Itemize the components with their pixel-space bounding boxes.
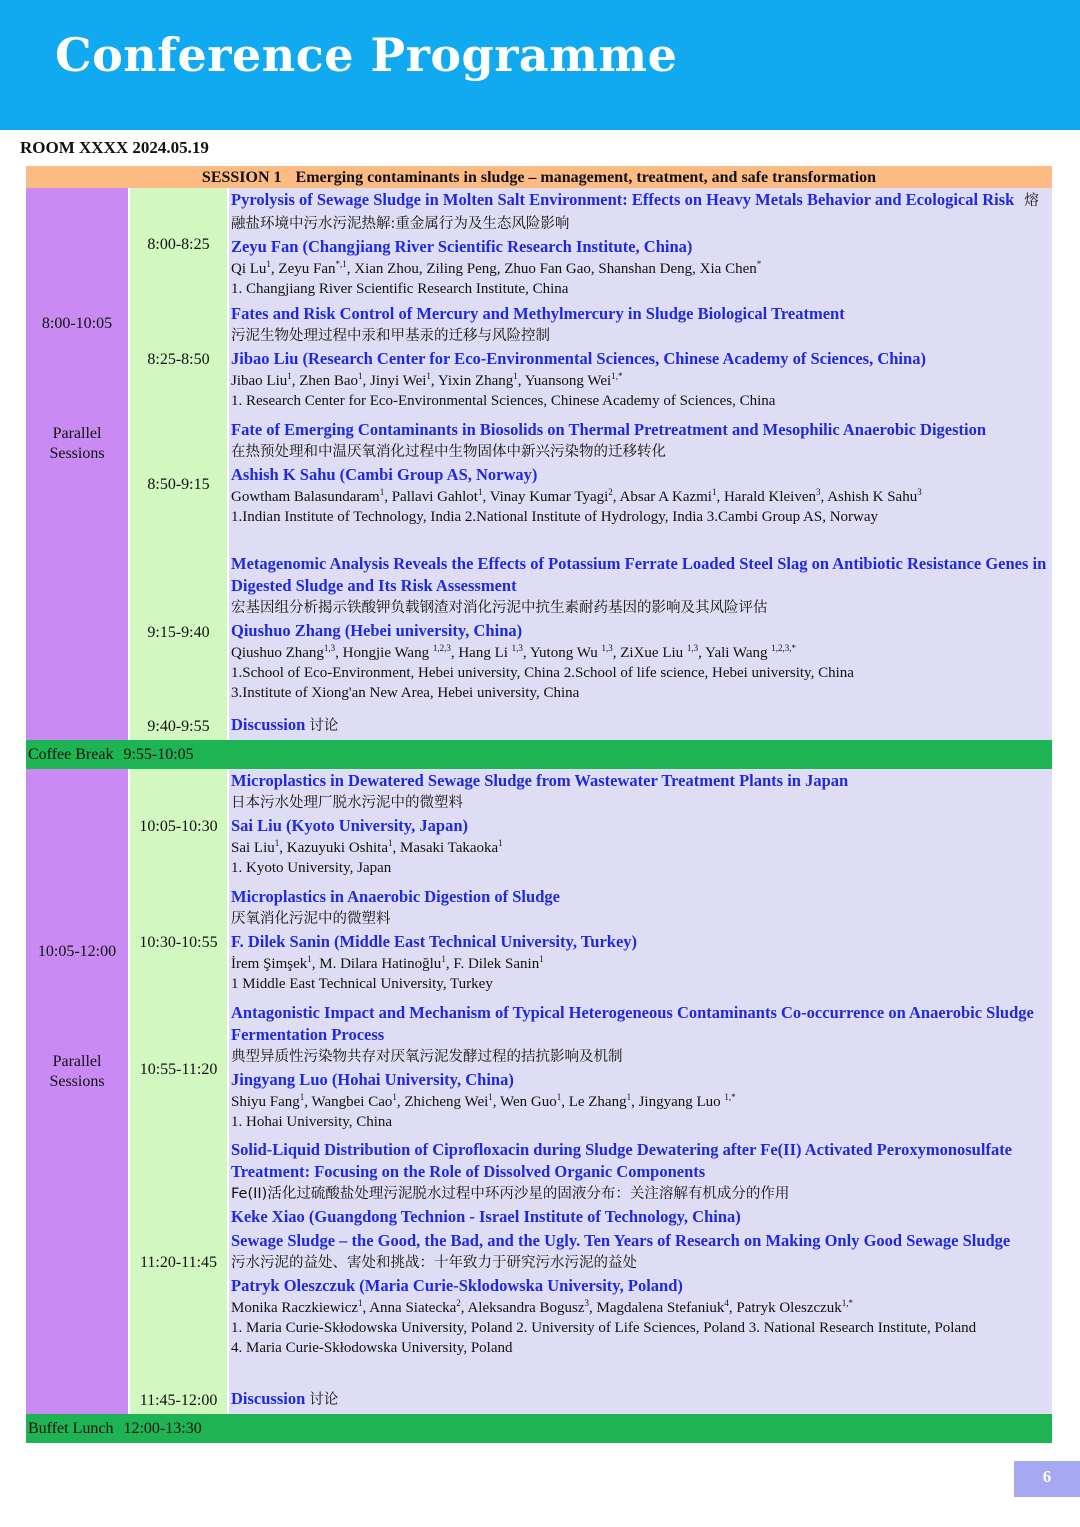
- block-spacer: [26, 962, 128, 1052]
- talk-time: 10:30-10:55: [139, 934, 218, 951]
- talk-time-cell: [129, 1001, 228, 1138]
- block-label: Parallel: [52, 425, 102, 442]
- talk-title-cn: 宏基因组分析揭示铁酸钾负载钢渣对消化污泥中抗生素耐药基因的影响及其风险评估: [231, 600, 768, 616]
- coffee-break: [26, 740, 1052, 769]
- talk-title: [231, 770, 1050, 792]
- talk: [231, 552, 1050, 703]
- page-title: Conference Programme: [55, 28, 678, 82]
- talk: [231, 1229, 1050, 1358]
- talk-time-cell: [129, 1388, 228, 1414]
- talk-time: 10:55-11:20: [139, 1060, 218, 1078]
- author-affiliation-mark: 1: [274, 838, 280, 848]
- author-name: Le Zhang: [568, 1094, 627, 1110]
- author-affiliation-mark: 1,*: [611, 371, 623, 381]
- author-name: Ashish K Sahu: [827, 489, 918, 505]
- talk-title-cn: 污水污泥的益处、害处和挑战：十年致力于研究污水污泥的益处: [231, 1255, 637, 1271]
- talk-time: 10:05-10:30: [139, 818, 218, 835]
- talk-title-text: Microplastics in Dewatered Sewage Sludge from Wastewater Treatment Plants in Japan: [231, 771, 849, 790]
- talk-row: [26, 769, 1052, 885]
- talk-authors: Gowtham Balasundaram$^1$, Pallavi Gahlot$^1$, Vinay Kumar Tyagi$^2$, Absar A Kazmi$^1$, Harald Kleiven$^3$, Ashish K Sahu$^3$: [231, 487, 922, 505]
- author-name: Zhuo Fan Gao: [504, 261, 591, 277]
- talk: [231, 1388, 1050, 1411]
- talk: [231, 885, 1050, 994]
- talk-content-cell: [228, 714, 1052, 740]
- talk-title-cn: 在热预处理和中温厌氧消化过程中生物固体中新兴污染物的迁移转化: [231, 444, 666, 460]
- author-name: Pallavi Gahlot: [391, 489, 478, 505]
- talk-content-cell: [228, 1388, 1052, 1414]
- page-number-badge: 6: [1014, 1461, 1080, 1497]
- time-block-morning: [26, 188, 1052, 740]
- talk-time-cell: [129, 714, 228, 740]
- author-affiliation-mark: 1: [539, 954, 544, 964]
- talk-title: [231, 1002, 1050, 1046]
- author-name: Kazuyuki Oshita: [286, 840, 388, 856]
- header-banner: [0, 0, 1080, 130]
- block-time-range: 10:05-12:00: [37, 942, 117, 960]
- talk-row: [26, 418, 1052, 552]
- talk-title-text: Sewage Sludge – the Good, the Bad, and the Ugly. Ten Years of Research on Making Only Good Sewage Sludge: [231, 1231, 1011, 1250]
- author-name: Qi Lu: [231, 261, 267, 277]
- talk-content-cell: [228, 1138, 1052, 1388]
- talk-title: [231, 189, 1050, 235]
- author-affiliation-mark: 1: [379, 487, 385, 497]
- talk-authors: Qi Lu$^1$, Zeyu Fan$^{*,1}$, Xian Zhou, Ziling Peng, Zhuo Fan Gao, Shanshan Deng, Xia Chen*: [231, 259, 762, 277]
- author-affiliation-mark: 1,3: [601, 643, 613, 653]
- talk-speaker: Qiushuo Zhang (Hebei university, China): [231, 621, 523, 640]
- talk-affiliation: 1.Indian Institute of Technology, India 2.National Institute of Hydrology, India 3.Cambi Group AS, Norway: [231, 509, 879, 525]
- talk-title: [231, 1139, 1050, 1183]
- talk-row: [26, 885, 1052, 1001]
- talk-title-text: Pyrolysis of Sewage Sludge in Molten Salt Environment: Effects on Heavy Metals Behavior and Ecological Risk: [231, 190, 1015, 209]
- author-affiliation-mark: 1: [626, 1092, 632, 1102]
- talk-authors: Shiyu Fang$^1$, Wangbei Cao$^1$, Zhicheng Wei$^1$, Wen Guo$^1$, Le Zhang$^1$, Jingyang Luo $^{1,*}$: [231, 1092, 736, 1110]
- author-name: Shiyu Fang: [231, 1094, 300, 1110]
- talk-authors: Qiushuo Zhang$^{1,3}$, Hongjie Wang $^{1,2,3}$, Hang Li $^{1,3}$, Yutong Wu $^{1,3}$, ZiXue Liu $^{1,3}$, Yali Wang $^{1,2,3,*}$: [231, 643, 797, 661]
- talk-time-cell: [129, 302, 228, 418]
- talk-title-text: Fates and Risk Control of Mercury and Methylmercury in Sludge Biological Treatment: [231, 304, 845, 323]
- talk-authors: Sai Liu$^1$, Kazuyuki Oshita$^1$, Masaki Takaoka$^1$: [231, 838, 503, 856]
- block-label-cell: [26, 188, 129, 740]
- author-name: Qiushuo Zhang: [231, 645, 324, 661]
- discussion-label-cn: 讨论: [309, 1392, 339, 1408]
- author-affiliation-mark: 1,3: [686, 643, 699, 653]
- author-affiliation-mark: 1: [711, 487, 717, 497]
- author-name: ZiXue Liu: [620, 645, 687, 661]
- talk-title: [231, 303, 1050, 325]
- author-affiliation-mark: 1: [513, 371, 518, 381]
- talk-title-text: Antagonistic Impact and Mechanism of Typical Heterogeneous Contaminants Co-occurrence on Anaerobic Sludge Fermentation Process: [231, 1003, 1034, 1044]
- talk-speaker: F. Dilek Sanin (Middle East Technical University, Turkey): [231, 932, 638, 951]
- talk-speaker: Jingyang Luo (Hohai University, China): [231, 1070, 514, 1089]
- author-name: Gowtham Balasundaram: [231, 489, 380, 505]
- talk-time: 8:50-9:15: [147, 476, 210, 493]
- talk-affiliation: 1. Changjiang River Scientific Research Institute, China: [231, 281, 569, 297]
- talk-affiliation: 1. Hohai University, China: [231, 1114, 393, 1130]
- block-time-range: 8:00-10:05: [41, 315, 113, 332]
- talk-title-text: Microplastics in Anaerobic Digestion of Sludge: [231, 887, 560, 906]
- author-name: Zhen Bao: [299, 373, 358, 389]
- discussion-item: [231, 1389, 1050, 1411]
- talk-title-cn: 熔融盐环境中污水污泥热解:重金属行为及生态风险影响: [231, 193, 1039, 232]
- talk-row: [26, 188, 1052, 302]
- author-affiliation-mark: *,1: [335, 259, 347, 269]
- block-label: Parallel: [52, 1052, 102, 1070]
- author-affiliation-mark: 1: [498, 838, 503, 848]
- author-name: Absar A Kazmi: [619, 489, 712, 505]
- author-name: Zeyu Fan: [278, 261, 336, 277]
- talk-title: [231, 553, 1050, 597]
- session-number: SESSION 1: [201, 168, 282, 186]
- talk-row: [26, 552, 1052, 714]
- talk-time: 9:40-9:55: [147, 718, 210, 735]
- author-affiliation-mark: 2: [456, 1298, 461, 1308]
- talk-title-cn: Fe(II)活化过硫酸盐处理污泥脱水过程中环丙沙星的固液分布：关注溶解有机成分的作用: [231, 1186, 790, 1202]
- talk-row: [26, 1138, 1052, 1388]
- talk-affiliation: 1. Kyoto University, Japan: [231, 860, 392, 876]
- break-label: Coffee Break: [28, 745, 114, 763]
- talk-authors: Monika Raczkiewicz$^1$, Anna Siatecka$^2$, Aleksandra Bogusz$^3$, Magdalena Stefaniuk$^4$, Patryk Oleszczuk$^{1,*}$: [231, 1298, 854, 1316]
- author-affiliation-mark: 1,*: [724, 1092, 736, 1102]
- author-name: Harald Kleiven: [723, 489, 817, 505]
- author-affiliation-mark: 1: [556, 1092, 562, 1102]
- author-name: Masaki Takaoka: [399, 840, 499, 856]
- author-affiliation-mark: 1,2,3,*: [771, 643, 797, 653]
- talk-speaker: Ashish K Sahu (Cambi Group AS, Norway): [231, 465, 538, 484]
- talk-row: [26, 1388, 1052, 1414]
- author-name: Zhicheng Wei: [404, 1094, 489, 1110]
- talk-row: [26, 714, 1052, 740]
- talk-time: 11:45-12:00: [139, 1392, 218, 1409]
- author-name: Anna Siatecka: [369, 1300, 457, 1316]
- break-time: 12:00-13:30: [123, 1419, 202, 1437]
- author-name: M. Dilara Hatinoğlu: [319, 956, 442, 972]
- talk: [231, 769, 1050, 878]
- talk-speaker: Zeyu Fan (Changjiang River Scientific Research Institute, China): [231, 237, 693, 256]
- author-name: Jinyi Wei: [369, 373, 427, 389]
- talk-time: 9:15-9:40: [147, 624, 210, 641]
- author-name: Vinay Kumar Tyagi: [489, 489, 609, 505]
- author-name: F. Dilek Sanin: [453, 956, 540, 972]
- talk-time-cell: [129, 418, 228, 552]
- talk-affiliation: 1 Middle East Technical University, Turkey: [231, 976, 493, 992]
- talk-title: [231, 1230, 1050, 1252]
- author-name: Xia Chen: [699, 261, 757, 277]
- break-label: Buffet Lunch: [28, 1419, 114, 1437]
- talk-title-text: Metagenomic Analysis Reveals the Effects of Potassium Ferrate Loaded Steel Slag on Antibiotic Resistance Genes in Digested Sludge and Its Risk Assessment: [231, 554, 1047, 595]
- author-name: Magdalena Stefaniuk: [596, 1300, 725, 1316]
- author-affiliation-mark: 3: [816, 487, 821, 497]
- session-header: [26, 166, 1052, 188]
- talk-speaker: Sai Liu (Kyoto University, Japan): [231, 816, 468, 835]
- talk-affiliation: 1.School of Eco-Environment, Hebei university, China 2.School of life science, Hebei university, China: [231, 665, 854, 681]
- author-affiliation-mark: 1: [357, 371, 363, 381]
- talk-title-cn: 日本污水处理厂脱水污泥中的微塑料: [231, 795, 463, 811]
- author-name: Patryk Oleszczuk: [736, 1300, 842, 1316]
- talk-content-cell: [228, 418, 1052, 552]
- author-affiliation-mark: 1: [441, 954, 446, 964]
- coffee-break-row: [26, 740, 1052, 769]
- session-title: Emerging contaminants in sludge – management, treatment, and safe transformation: [295, 168, 877, 186]
- talk-time: 8:00-8:25: [147, 236, 210, 253]
- block-spacer: [26, 334, 128, 424]
- talk-title-cn: 污泥生物处理过程中汞和甲基汞的迁移与风险控制: [231, 328, 550, 344]
- talk-content-cell: [228, 885, 1052, 1001]
- talk-affiliation: 1. Maria Curie-Skłodowska University, Poland 2. University of Life Sciences, Poland 3. National Research Institute, Poland: [231, 1320, 977, 1336]
- author-affiliation-mark: 1: [392, 1092, 397, 1102]
- author-name: Shanshan Deng: [598, 261, 693, 277]
- author-affiliation-mark: 1: [426, 371, 431, 381]
- author-name: Yali Wang: [705, 645, 772, 661]
- talk-time-cell: [129, 885, 228, 1001]
- author-affiliation-mark: 2: [608, 487, 613, 497]
- discussion-label: Discussion: [231, 715, 306, 734]
- author-name: Ziling Peng: [426, 261, 497, 277]
- author-affiliation-mark: 1,3: [511, 643, 523, 653]
- author-affiliation-mark: 1: [358, 1298, 363, 1308]
- author-affiliation-mark: 1,*: [841, 1298, 854, 1308]
- talk-content-cell: [228, 302, 1052, 418]
- author-affiliation-mark: 3: [584, 1298, 590, 1308]
- author-name: Xian Zhou: [354, 261, 419, 277]
- time-block-late-morning: [26, 769, 1052, 1414]
- talk-time-cell: [129, 552, 228, 714]
- talk-authors: Jibao Liu$^1$, Zhen Bao$^1$, Jinyi Wei$^1$, Yixin Zhang$^1$, Yuansong Wei$^{1,*}$: [231, 371, 623, 389]
- block-label: Sessions: [49, 1072, 105, 1090]
- author-affiliation-mark: 3: [917, 487, 922, 497]
- discussion-label: Discussion: [231, 1389, 306, 1408]
- talk-title-text: Fate of Emerging Contaminants in Biosolids on Thermal Pretreatment and Mesophilic Anaerobic Digestion: [231, 420, 987, 439]
- author-name: Hang Li: [458, 645, 512, 661]
- author-name: Monika Raczkiewicz: [231, 1300, 359, 1316]
- talk-affiliation: 1. Research Center for Eco-Environmental Sciences, Chinese Academy of Sciences, China: [231, 393, 776, 409]
- talk: [231, 418, 1050, 527]
- discussion-label-cn: 讨论: [309, 718, 339, 734]
- author-name: Sai Liu: [231, 840, 275, 856]
- talk-affiliation: 4. Maria Curie-Skłodowska University, Poland: [231, 1340, 513, 1356]
- author-affiliation-mark: 1,3: [323, 643, 336, 653]
- author-affiliation-mark: 1: [299, 1092, 305, 1102]
- talk-time-cell: [129, 1138, 228, 1388]
- author-name: Yutong Wu: [529, 645, 602, 661]
- talk: [231, 1001, 1050, 1132]
- break-time: 9:55-10:05: [123, 745, 194, 763]
- author-name: Jingyang Luo: [638, 1094, 725, 1110]
- lunch-break: [26, 1414, 1052, 1443]
- talk-time: 11:20-11:45: [139, 1254, 218, 1271]
- author-name: Hongjie Wang: [342, 645, 433, 661]
- author-name: Aleksandra Bogusz: [467, 1300, 585, 1316]
- talk-time-cell: [129, 769, 228, 885]
- author-affiliation-mark: 1,2,3: [432, 643, 451, 653]
- talk: [231, 302, 1050, 411]
- talk-row: [26, 1001, 1052, 1138]
- room-date-line: ROOM XXXX 2024.05.19: [20, 138, 209, 157]
- author-affiliation-mark: 1: [266, 259, 271, 269]
- talk-title-text: Solid-Liquid Distribution of Ciprofloxacin during Sludge Dewatering after Fe(II) Activated Peroxymonosulfate Treatment: Focusing on the Role of Dissolved Organic Components: [231, 1140, 1013, 1181]
- block-label: Sessions: [49, 445, 105, 462]
- programme-table: [26, 166, 1052, 1443]
- talk-speaker: Jibao Liu (Research Center for Eco-Environmental Sciences, Chinese Academy of Sciences, China): [231, 349, 926, 368]
- talk-title-cn: 厌氧消化污泥中的微塑料: [231, 911, 391, 927]
- discussion-item: [231, 715, 1050, 737]
- talk-content-cell: [228, 1001, 1052, 1138]
- author-name: Yuansong Wei: [524, 373, 612, 389]
- session-header-row: [26, 166, 1052, 188]
- talk-content-cell: [228, 188, 1052, 302]
- author-name: Wangbei Cao: [311, 1094, 393, 1110]
- block-label-cell: [26, 769, 129, 1414]
- author-affiliation-mark: 1: [387, 838, 393, 848]
- author-name: Jibao Liu: [231, 373, 288, 389]
- talk: [231, 714, 1050, 737]
- talk-authors: İrem Şimşek$^1$, M. Dilara Hatinoğlu$^1$, F. Dilek Sanin$^1$: [231, 954, 544, 972]
- author-affiliation-mark: 1: [287, 371, 292, 381]
- talk-content-cell: [228, 552, 1052, 714]
- talk-title: [231, 886, 1050, 908]
- talk-affiliation: 3.Institute of Xiong'an New Area, Hebei university, China: [231, 685, 580, 701]
- talk-time-cell: [129, 188, 228, 302]
- talk-speaker: Patryk Oleszczuk (Maria Curie-Sklodowska University, Poland): [231, 1276, 683, 1295]
- author-name: Wen Guo: [500, 1094, 557, 1110]
- talk-speaker: Keke Xiao (Guangdong Technion - Israel Institute of Technology, China): [231, 1207, 741, 1226]
- talk-row: [26, 302, 1052, 418]
- talk: [231, 188, 1050, 299]
- author-name: Yixin Zhang: [437, 373, 514, 389]
- talk-title-cn: 典型异质性污染物共存对厌氧污泥发酵过程的拮抗影响及机制: [231, 1049, 623, 1065]
- author-affiliation-mark: 1: [477, 487, 483, 497]
- talk: [231, 1138, 1050, 1229]
- talk-content-cell: [228, 769, 1052, 885]
- author-affiliation-mark: 1: [307, 954, 312, 964]
- talk-title: [231, 419, 1050, 441]
- talk-time: 8:25-8:50: [147, 351, 210, 368]
- author-affiliation-mark: 4: [724, 1298, 729, 1308]
- author-affiliation-mark: *: [756, 259, 762, 269]
- lunch-break-row: [26, 1414, 1052, 1443]
- author-affiliation-mark: 1: [488, 1092, 493, 1102]
- author-name: İrem Şimşek: [231, 956, 308, 972]
